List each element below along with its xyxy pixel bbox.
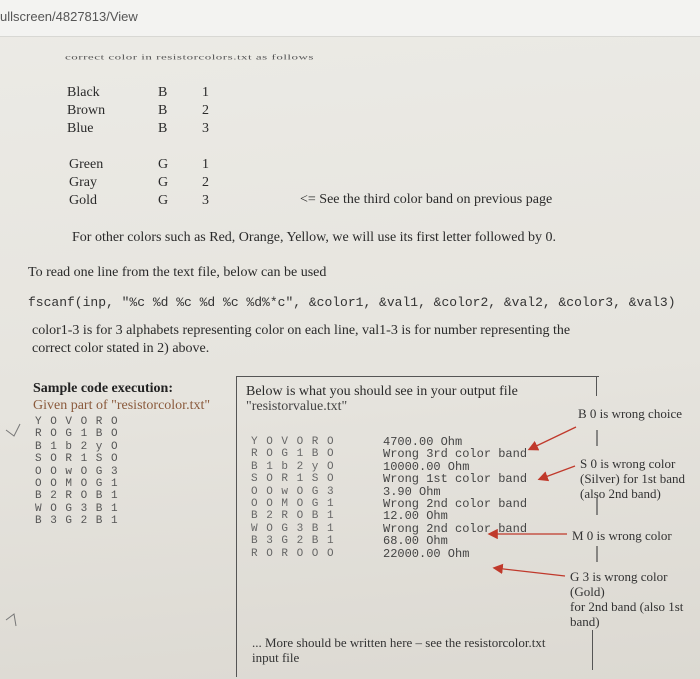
- note-m0: M 0 is wrong color: [572, 528, 672, 543]
- output-result: 4700.00 Ohm: [383, 435, 463, 449]
- color-number: 2: [202, 175, 209, 190]
- resistorvalue-label: "resistorvalue.txt": [246, 399, 348, 414]
- color-name-green: Green: [69, 157, 104, 172]
- note-g3-line2: (Gold): [570, 584, 605, 599]
- output-line: W O G 3 B 1: [251, 522, 335, 535]
- output-result: 68.00 Ohm: [383, 534, 448, 549]
- color-name-black: Black: [67, 85, 100, 100]
- note-s0-line2: (Silver) for 1st band: [580, 471, 686, 486]
- given-line: S O R 1 S O: [35, 453, 119, 466]
- more-text-line2: input file: [252, 650, 300, 665]
- pen-mark: [6, 614, 16, 626]
- color-desc-line2: correct color stated in 2) above.: [32, 341, 210, 356]
- output-line: R O R O O O: [251, 547, 335, 560]
- output-line: Y O V O R O: [251, 436, 335, 448]
- output-result: 12.00 Ohm: [383, 509, 448, 524]
- below-is-text: Below is what you should see in your output file: [246, 384, 518, 399]
- given-line: O O w O G 3: [35, 465, 119, 478]
- note-s0-line1: S 0 is wrong color: [580, 456, 676, 471]
- more-text-line1: ... More should be written here – see the resistorcolor.txt: [252, 635, 546, 650]
- given-line: B 3 G 2 B 1: [35, 515, 119, 528]
- color-number: 3: [202, 193, 209, 208]
- note-b0: B 0 is wrong choice: [578, 406, 682, 421]
- color-name-gray: Gray: [69, 175, 97, 190]
- output-result: Wrong 3rd color band: [383, 447, 528, 462]
- color-desc-line1: color1-3 is for 3 alphabets representing color on each line, val1-3 is for number representing the: [32, 323, 571, 338]
- other-colors-text: For other colors such as Red, Orange, Yellow, we will use its first letter followed by 0.: [72, 230, 556, 245]
- output-line: O O w O G 3: [251, 485, 335, 498]
- color-name-blue: Blue: [67, 121, 94, 136]
- note-s0-line3: (also 2nd band): [580, 486, 661, 501]
- given-line: B 1 b 2 y O: [35, 440, 119, 453]
- cut-off-heading: correct color in resistorcolors.txt as follows: [65, 53, 314, 62]
- output-line: B 1 b 2 y O: [251, 460, 335, 473]
- note-g3-line1: G 3 is wrong color: [570, 569, 668, 584]
- output-line: B 3 G 2 B 1: [251, 535, 335, 548]
- color-letter: G: [158, 193, 169, 208]
- given-part-label: Given part of "resistorcolor.txt": [33, 398, 211, 413]
- output-result: Wrong 2nd color band: [383, 497, 528, 512]
- color-letter: B: [158, 103, 168, 118]
- output-result: 3.90 Ohm: [383, 484, 441, 499]
- color-number: 3: [202, 121, 209, 136]
- arrow-s0: [540, 466, 575, 479]
- given-line: W O G 3 B 1: [35, 502, 119, 515]
- output-line: O O M O G 1: [251, 498, 335, 511]
- given-line: R O G 1 B O: [35, 428, 119, 441]
- output-result: Wrong 2nd color band: [383, 521, 528, 536]
- output-result: Wrong 1st color band: [383, 472, 528, 487]
- read-line-text: To read one line from the text file, below can be used: [28, 265, 327, 280]
- output-line: B 2 R O B 1: [251, 510, 335, 523]
- color-number: 1: [202, 85, 209, 100]
- color-number: 2: [202, 103, 209, 118]
- output-line: S O R 1 S O: [251, 473, 335, 486]
- color-name-brown: Brown: [67, 103, 106, 118]
- check-mark: [6, 424, 20, 436]
- sample-title: Sample code execution:: [33, 381, 173, 396]
- given-line: B 2 R O B 1: [35, 490, 119, 503]
- output-result: 10000.00 Ohm: [383, 459, 470, 474]
- color-letter: G: [158, 157, 169, 172]
- arrow-g3: [495, 568, 565, 576]
- color-letter: G: [158, 175, 169, 190]
- given-line: O O M O G 1: [35, 478, 119, 491]
- arrow-b0: [530, 427, 576, 449]
- gold-note: <= See the third color band on previous page: [300, 192, 553, 207]
- note-g3-line4: band): [570, 614, 600, 629]
- given-line: Y O V O R O: [35, 416, 119, 428]
- color-number: 1: [202, 157, 209, 172]
- color-name-gold: Gold: [69, 193, 97, 208]
- output-line: R O G 1 B O: [251, 448, 335, 461]
- note-g3-line3: for 2nd band (also 1st: [570, 599, 684, 614]
- fscanf-code: fscanf(inp, "%c %d %c %d %c %d%*c", &color1, &val1, &color2, &val2, &color3, &val3): [28, 295, 676, 310]
- color-letter: B: [158, 85, 168, 100]
- url-text: ullscreen/4827813/View: [0, 9, 138, 24]
- color-letter: B: [158, 121, 168, 136]
- output-result: 22000.00 Ohm: [383, 546, 470, 561]
